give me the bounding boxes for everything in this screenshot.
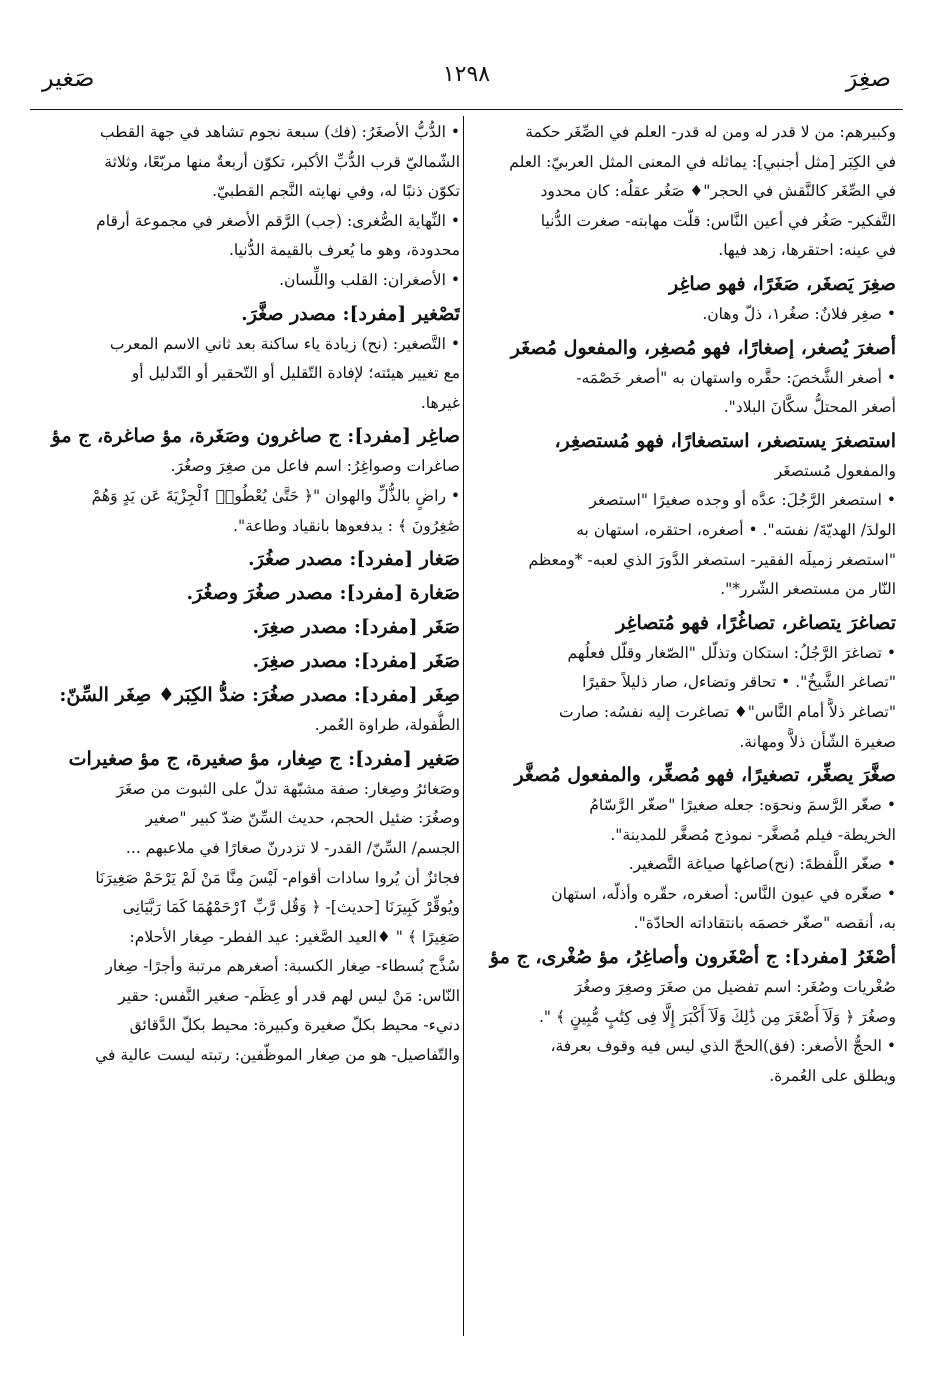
text-line <box>40 330 460 360</box>
text-line <box>476 148 896 178</box>
page-number: ١٢٩٨ <box>442 62 491 87</box>
entry-text: وصَغائرُ وصِغار: صفة مشبّهة تدلّ على الثبوت من صغَرَ <box>116 779 460 798</box>
text-line <box>40 923 460 953</box>
text-line <box>40 741 460 775</box>
text-line <box>476 850 896 880</box>
column-divider <box>463 116 464 1336</box>
text-line <box>476 668 896 698</box>
text-line <box>476 457 896 487</box>
entry-headword-line: تصاغرَ يتصاغر، تصاغُرًا، فهو مُتصاغِر <box>616 611 896 634</box>
entry-text: النّاس: مَنْ ليس لهم قدر أو عِظَم- صغير النَّفس: حقير <box>118 986 460 1005</box>
entry-text: الخريطة- فيلم مُصغَّر- نموذج مُصغَّر للمدينة". <box>610 825 896 844</box>
text-line <box>476 880 896 910</box>
entry-text: والمفعول مُستصغَر <box>774 461 896 480</box>
entry-headword-line: صَغَر [مفرد]: مصدر صغِرَ. <box>252 650 460 673</box>
entry-text: صاغرات وصواغِرُ: اسم فاعل من صغِرَ وصغُرَ. <box>170 457 460 476</box>
entry-headword-line: صِغَر [مفرد]: مصدر صغُرَ: ضدُّ الكِبَر♦ صِغَر السِّنّ: <box>59 684 460 707</box>
entry-text: الطُّفولة، طراوة العُمر. <box>314 716 460 735</box>
entry-text: وكبيرهم: من لا قدر له ومن له قدر- العلم في الصِّغَر حكمة <box>525 123 896 141</box>
text-line <box>40 207 460 237</box>
text-line <box>476 236 896 266</box>
text-line <box>40 512 460 542</box>
entry-text: • راضٍ بالذُّلِّ والهوان "﴿ حَتَّىٰ يُعْطُوا۟ ٱلْجِزْيَةَ عَن يَدٍ وَهُمْ <box>91 486 460 505</box>
entry-headword-line: أصْغَرُ [مفرد]: ج أصْغَرون وأصاغِرُ، مؤ صُغْرى، ج مؤ <box>489 946 896 969</box>
text-line <box>40 952 460 982</box>
text-line <box>476 177 896 207</box>
text-line <box>40 118 460 148</box>
text-line <box>40 482 460 512</box>
text-line <box>476 909 896 939</box>
text-line <box>40 893 460 923</box>
entry-text: فجائزٌ أن يُروا سادات أقوام- لَيْسَ مِنَّا مَنْ لَمْ يَرْحَمْ صَغِيرَنَا <box>95 868 460 887</box>
entry-text: سُذَّج بُسطاء- صِغار الكسبة: أصغرهم مرتبة وأجرًا- صِغار <box>105 957 460 976</box>
entry-text: صغيرة الشّأن ذلاًّ ومهانة. <box>739 732 896 751</box>
entry-text: • صغّر اللَّفظةَ: (نح)صاغها صياغة التَّصغير. <box>628 855 896 874</box>
entry-headword-line: صَغير [مفرد]: ج صِغار، مؤ صغيرة، ج مؤ صغيرات <box>68 747 460 770</box>
entry-headword-line: صاغِر [مفرد]: ج صاغرون وصَغَرة، مؤ صاغرة، ج مؤ <box>51 425 460 448</box>
text-line <box>476 698 896 728</box>
text-line <box>40 359 460 389</box>
entry-text: • صغّره في عيون النَّاس: أصغره، حقّره وأذلّه، استهان <box>551 884 896 903</box>
text-line <box>476 516 896 546</box>
page-header <box>30 58 903 108</box>
text-line <box>40 148 460 178</box>
entry-headword-line: تَصْغير [مفرد]: مصدر صغَّرَ. <box>241 302 460 325</box>
entry-text: في عينه: احتقرها، زهد فيها. <box>718 241 896 260</box>
text-line <box>476 1003 896 1033</box>
entry-text: • صغِر فلانٌ: صغُر١، ذلّ وهان. <box>702 304 896 323</box>
entry-text: • تصاغرَ الرَّجُلُ: استكان وتذلّل "الصّغار وقلّل فعلُهم <box>567 643 896 662</box>
text-line <box>476 300 896 330</box>
running-head-right: صغِرَ <box>845 64 891 92</box>
text-line <box>40 609 460 643</box>
entry-text: • الحجُّ الأصغر: (فق)الحجّ الذي ليس فيه وقوف بعرفة، <box>550 1037 896 1056</box>
header-rule <box>30 109 903 110</box>
entry-text: غيرها. <box>420 393 460 412</box>
entry-text: في الصِّغَر كالنَّقش في الحجر"♦ صَغُر عقلُه: كان محدود <box>540 182 896 201</box>
text-line <box>40 418 460 452</box>
text-line <box>476 393 896 423</box>
right-column <box>476 118 896 1333</box>
entry-headword-line: أصغرَ يُصغر، إصغارًا، فهو مُصغِر، والمفعول مُصغَر <box>510 336 896 359</box>
text-line <box>476 423 896 457</box>
text-line <box>476 757 896 791</box>
text-line <box>40 177 460 207</box>
text-line <box>476 575 896 605</box>
text-line <box>40 982 460 1012</box>
entry-headword-line: صغَّرَ يصغِّر، تصغيرًا، فهو مُصغِّر، والمفعول مُصغَّر <box>514 764 896 787</box>
entry-text: صُغْريات وصُغَر: اسم تفضيل من صغَرَ وصغِرَ وصغُرَ <box>574 978 896 997</box>
entry-text: والتّفاصيل- هو من صِغار الموظّفين: رتبته ليست عالية في <box>95 1046 460 1065</box>
entry-text: • التَّصغير: (نح) زيادة ياء ساكنة بعد ثاني الاسم المعرب <box>109 334 460 353</box>
text-line <box>40 775 460 805</box>
entry-text: ويُوقِّرْ كَبِيرَنَا [حديث]- ﴿ وَقُل رَّبِّ ٱرْحَمْهُمَا كَمَا رَبَّيَانِى <box>122 898 460 917</box>
text-line <box>476 546 896 576</box>
entry-headword-line: صَغَر [مفرد]: مصدر صغِرَ. <box>252 616 460 639</box>
text-line <box>40 266 460 296</box>
entry-text: • أصغر الشَّخصَ: حقَّره واستهان به "أصغر خَصْمَه- <box>576 368 896 387</box>
text-line <box>476 973 896 1003</box>
text-line <box>476 791 896 821</box>
text-line <box>476 207 896 237</box>
entry-text: ويطلق على العُمرة. <box>769 1066 896 1085</box>
text-line <box>476 118 896 148</box>
entry-text: • صغّر الرَّسمَ ونحوَه: جعله صغيرًا "صغّر الرَّسّامُ <box>589 796 896 815</box>
text-line <box>476 939 896 973</box>
text-line <box>40 834 460 864</box>
text-line <box>476 486 896 516</box>
text-line <box>40 541 460 575</box>
entry-text: وصغُرَ ﴿ وَلَآ أَصْغَرَ مِن ذَٰلِكَ وَلَآ أَكْبَرَ إِلَّا فِى كِتَٰبٍ مُّبِينٍ ﴾ ". <box>538 1007 896 1026</box>
entry-text: الجسم/ السِّنّ/ القدر- لا تزدرنّ صغارًا في ملاعبهم ... <box>125 838 460 857</box>
text-line <box>40 296 460 330</box>
text-line <box>476 639 896 669</box>
text-line <box>40 864 460 894</box>
entry-text: • استصغر الرَّجُلَ: عدَّه أو وجده صغيرًا "استصغر <box>589 491 896 510</box>
text-line <box>476 266 896 300</box>
entry-text: الولدَ/ الهديّةَ/ نفسَه". • أصغره، احتقره، استهان به <box>576 520 896 539</box>
entry-headword-line: صغِرَ يَصغَر، صَغَرًا، فهو صاغِر <box>669 272 896 295</box>
text-line <box>476 1062 896 1092</box>
text-line <box>476 605 896 639</box>
text-line <box>476 1032 896 1062</box>
text-line <box>40 452 460 482</box>
text-line <box>40 1011 460 1041</box>
text-line <box>40 389 460 419</box>
entry-text: "تصاغر ذلاًّ أمام النَّاس"♦ تصاغرت إليه نفسُه: صارت <box>558 702 896 721</box>
entry-text: صَغِيرًا ﴾ " ♦العيد الصَّغير: عيد الفطر- صِغار الأحلام: <box>129 927 460 946</box>
entry-text: • النِّهاية الصُّغرى: (جب) الرَّقم الأصغر في مجموعة أرقام <box>96 211 460 230</box>
entry-headword-line: صَغار [مفرد]: مصدر صغُرَ. <box>247 548 460 571</box>
text-line <box>40 575 460 609</box>
entry-text: النّار من مستصغر الشّرر*". <box>720 580 896 599</box>
text-line <box>40 677 460 711</box>
entry-text: صَٰغِرُونَ ﴾ : يدفعوها بانقياد وطاعة". <box>233 516 460 535</box>
entry-text: • الدُّبُّ الأصغَرُ: (فك) سبعة نجوم تشاهد في جهة القطب <box>99 123 460 141</box>
text-line <box>476 728 896 758</box>
entry-text: دنيء- محيط بكلّ صغيرة وكبيرة: محيط بكلّ الدَّقائق <box>129 1016 460 1035</box>
entry-text: به، أنقصه "صغّر خصمَه بانتقاداته الحادّة". <box>633 914 896 933</box>
entry-text: "استصغر زميلَه الفقير- استصغر الدَّورَ الذي لعبه- *ومعظم <box>528 550 896 569</box>
entry-headword-line: صَغارة [مفرد]: مصدر صغُرَ وصغُرَ. <box>186 582 460 605</box>
entry-text: وصغُرَ: ضئيل الحجم، حديث السِّنّ ضدّ كبير "صغير <box>145 809 460 828</box>
entry-text: مع تغيير هيئته؛ لإفادة التّقليل أو التّحقير أو التّدليل أو <box>131 364 460 383</box>
text-line <box>40 711 460 741</box>
entry-text: محدودة، وهو ما يُعرف بالقيمة الدُّنيا. <box>228 241 460 260</box>
entry-text: "تصاغر الشَّيخُ". • تحاقر وتضاءل، صار ذليلاً حقيرًا <box>582 673 896 692</box>
text-line <box>40 643 460 677</box>
text-line <box>40 1041 460 1071</box>
running-head-left: صَغير <box>42 64 95 92</box>
entry-text: التَّفكير- صَغُر في أعين النَّاس: قلّت مهابته- صغرت الدُّنيا <box>540 211 896 230</box>
entry-headword-line: استصغرَ يستصغر، استصغارًا، فهو مُستصغِر، <box>554 429 896 452</box>
entry-text: تكوّن ذنبًا له، وفي نهايته النَّجم القطبيّ. <box>212 182 460 201</box>
text-line <box>40 804 460 834</box>
text-line <box>476 364 896 394</box>
text-line <box>476 821 896 851</box>
entry-text: أصغر المحتلُّ سكَّانَ البلاد". <box>723 398 896 417</box>
text-line <box>476 330 896 364</box>
entry-text: في الكِبَر [مثل أجنبي]: يماثله في المعنى المثل العربيّ: العلم <box>509 152 896 171</box>
entry-text: الشّماليّ قرب الدُّبِّ الأكبر، تكوّن أربعةٌ منها مربّعًا، وثلاثة <box>104 152 460 171</box>
entry-text: • الأصغران: القلب واللِّسان. <box>279 270 460 289</box>
text-line <box>40 236 460 266</box>
left-column <box>40 118 460 1333</box>
